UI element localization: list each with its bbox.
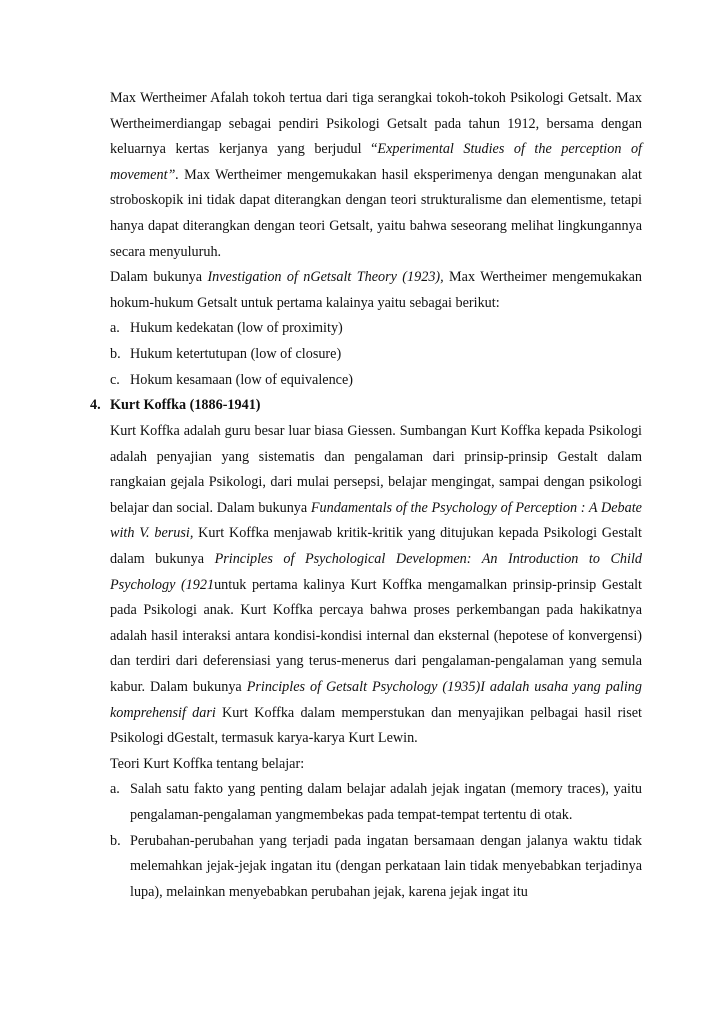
wertheimer-paragraph-1: Max Wertheimer Afalah tokoh tertua dari tiga serangkai tokoh-tokoh Psikologi Getsalt. Max Wertheimerdiangap sebagai pendiri Psikologi Getsalt pada tahun 1912, bersama dengan keluarnya kertas kerjanya yang berjudul “Experimental Studies of the perception of movement”. Max Wertheimer mengemukakan hasil eksperimenya dengan mengunakan alat stroboskopik ini tidak dapat diterangkan dengan teori strukturalisme dan elementisme, tetapi hanya dapat diterangkan dengan teori Getsalt, yaitu bahwa seseorang melihat lingkungannya secara menyuluruh. xyxy=(110,90,642,260)
section-number: 4. xyxy=(90,397,101,413)
section-heading xyxy=(90,393,642,419)
list-item: a. Salah satu fakto yang penting dalam belajar adalah jejak ingatan (memory traces), yaitu pengalaman-pengalaman yangmembekas pada tempat-tempat tertentu di otak. xyxy=(110,781,642,823)
koffka-section xyxy=(110,419,642,905)
koffka-theory-list xyxy=(110,777,642,905)
list-item: a. Hukum kedekatan (low of proximity) xyxy=(110,320,343,337)
koffka-theory-intro: Teori Kurt Koffka tentang belajar: xyxy=(110,755,305,772)
list-item: b. Perubahan-perubahan yang terjadi pada ingatan bersamaan dengan jalanya waktu tidak melemahkan jejak-jejak ingatan itu (dengan perkataan lain tidak menyebabkan terjadinya lupa), melainkan menyebabkan perubahan jejak, karena jejak ingat itu xyxy=(110,832,642,900)
koffka-paragraph-1: Kurt Koffka adalah guru besar luar biasa Giessen. Sumbangan Kurt Koffka kepada Psikologi adalah penyajian yang sistematis dan pengalaman dari prinsip-prinsip Gestalt dalam rangkaian gejala Psikologi, dari mulai persepsi, belajar mengingat, sampai dengan psikologi belajar dan social. Dalam bukunya Fundamentals of the Psychology of Perception : A Debate with V. berusi, Kurt Koffka menjawab kritik-kritik yang ditujukan kepada Psikologi Gestalt dalam bukunya Principles of Psychological Developmen: An Introduction to Child Psychology (1921untuk pertama kalinya Kurt Koffka mengamalkan prinsip-prinsip Gestalt pada Psikologi anak. Kurt Koffka percaya bahwa proses perkembangan pada hakikatnya adalah hasil interaksi antara kondisi-kondisi internal dan eksternal (hepotese of konvergensi) dan terdiri dari deferensiasi yang terus-menerus dari pengalaman-pengalaman yang semula kabur. Dalam bukunya Principles of Getsalt Psychology (1935)I adalah usaha yang paling komprehensif dari Kurt Koffka dalam memperstukan dan menyajikan pelbagai hasil riset Psikologi dGestalt, termasuk karya-karya Kurt Lewin. xyxy=(110,423,643,747)
section-title: Kurt Koffka (1886-1941) xyxy=(110,397,261,413)
list-item: b. Hukum ketertutupan (low of closure) xyxy=(110,345,342,362)
gestalt-laws-list xyxy=(110,316,642,393)
wertheimer-paragraph-2: Dalam bukunya Investigation of nGetsalt Theory (1923), Max Wertheimer mengemukakan hokum-hukum Getsalt untuk pertama kalainya yaitu sebagai berikut: xyxy=(110,269,642,311)
list-item: c. Hokum kesamaan (low of equivalence) xyxy=(110,371,353,388)
wertheimer-section xyxy=(110,86,642,393)
